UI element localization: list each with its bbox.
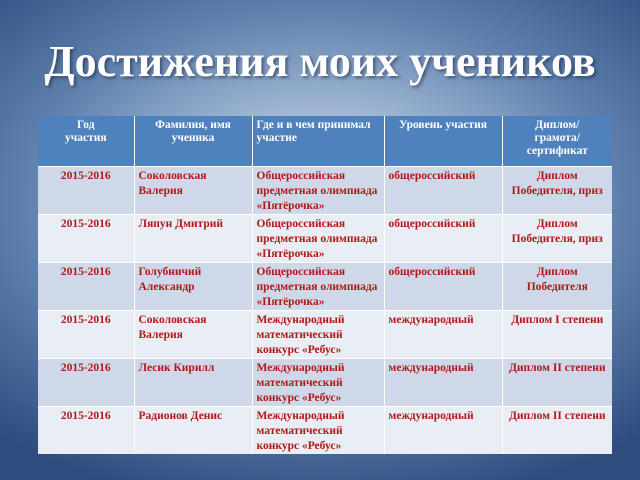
cell-event: Международный математический конкурс «Ребус» <box>252 359 384 407</box>
cell-award: Диплом Победителя <box>502 263 612 311</box>
cell-year: 2015-2016 <box>38 311 134 359</box>
achievements-table-container <box>38 116 612 454</box>
cell-event: Общероссийская предметная олимпиада «Пятёрочка» <box>252 215 384 263</box>
cell-award: Диплом II степени <box>502 407 612 455</box>
table-row <box>38 167 612 215</box>
cell-student-name: Соколовская Валерия <box>134 311 252 359</box>
cell-year: 2015-2016 <box>38 215 134 263</box>
slide-title: Достижения моих учеников <box>44 37 596 86</box>
cell-student-name: Радионов Денис <box>134 407 252 455</box>
header-level: Уровень участия <box>384 116 502 167</box>
table-row <box>38 263 612 311</box>
cell-award: Диплом I степени <box>502 311 612 359</box>
cell-award: Диплом Победителя, приз <box>502 167 612 215</box>
table-header-row <box>38 116 612 167</box>
header-year: Год участия <box>38 116 134 167</box>
cell-level: международный <box>384 407 502 455</box>
header-student-name: Фамилия, имя ученика <box>134 116 252 167</box>
cell-year: 2015-2016 <box>38 263 134 311</box>
cell-student-name: Лесик Кирилл <box>134 359 252 407</box>
cell-event: Общероссийская предметная олимпиада «Пятёрочка» <box>252 263 384 311</box>
table-row <box>38 215 612 263</box>
cell-level: общероссийский <box>384 263 502 311</box>
cell-event: Международный математический конкурс «Ребус» <box>252 311 384 359</box>
cell-student-name: Ляпун Дмитрий <box>134 215 252 263</box>
table-row <box>38 407 612 455</box>
table-row <box>38 311 612 359</box>
cell-event: Международный математический конкурс «Ребус» <box>252 407 384 455</box>
table-row <box>38 359 612 407</box>
cell-year: 2015-2016 <box>38 167 134 215</box>
cell-level: общероссийский <box>384 215 502 263</box>
cell-level: международный <box>384 311 502 359</box>
cell-year: 2015-2016 <box>38 407 134 455</box>
header-event: Где и в чем принимал участие <box>252 116 384 167</box>
cell-level: международный <box>384 359 502 407</box>
cell-student-name: Голубничий Александр <box>134 263 252 311</box>
cell-level: общероссийский <box>384 167 502 215</box>
cell-award: Диплом II степени <box>502 359 612 407</box>
cell-award: Диплом Победителя, приз <box>502 215 612 263</box>
achievements-table <box>38 116 612 454</box>
header-award: Диплом/ грамота/ сертификат <box>502 116 612 167</box>
cell-year: 2015-2016 <box>38 359 134 407</box>
cell-student-name: Соколовская Валерия <box>134 167 252 215</box>
cell-event: Общероссийская предметная олимпиада «Пятёрочка» <box>252 167 384 215</box>
